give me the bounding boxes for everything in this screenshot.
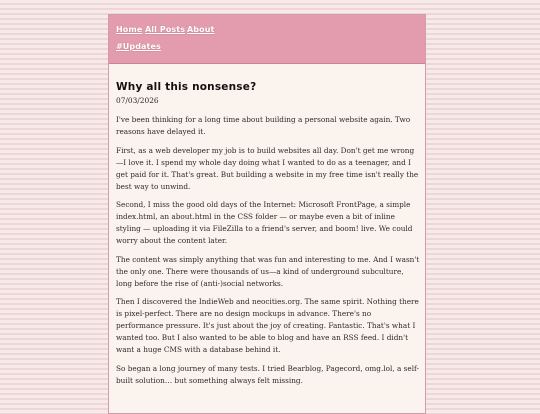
post-paragraph: The content was simply anything that was fun and interesting to me. And I wasn't the only one. There were thousands of us—a kind of underground subculture, long before the rise of (anti-)social networks.: [116, 254, 420, 288]
post-title: Why all this nonsense?: [116, 81, 257, 93]
nav-link-updates[interactable]: #Updates: [116, 42, 161, 51]
nav-link-home[interactable]: Home: [116, 25, 143, 34]
post-paragraph: So began a long journey of many tests. I tried Bearblog, Pagecord, omg.lol, a self-built solution… but something always felt missing.: [116, 363, 419, 385]
post-body: [116, 114, 420, 393]
nav-link-all-posts[interactable]: All Posts: [145, 25, 186, 34]
nav-link-about[interactable]: About: [187, 25, 215, 34]
post-paragraph: I've been thinking for a long time about building a personal website again. Two reasons have delayed it.: [116, 115, 411, 136]
post-paragraph: First, as a web developer my job is to build websites all day. Don't get me wrong—I love it. I spend my whole day doing what I wanted to do as a teenager, and I get paid for it. That's great. But building a website in my free time isn't really the best way to unwind.: [116, 145, 419, 191]
site-nav: [109, 15, 425, 64]
post-paragraph: Second, I miss the good old days of the Internet: Microsoft FrontPage, a simple index.html, an about.html in the CSS folder — or maybe even a bit of inline styling — uploading it via FileZilla to a friend's server, and boom! live. We could worry about the content later.: [116, 200, 413, 245]
page-container: [108, 14, 426, 414]
post-date: 07/03/2026: [116, 96, 159, 105]
post-paragraph: Then I discovered the IndieWeb and neocities.org. The same spirit. Nothing there is pixel-perfect. There are no design mockups in advance. There's no performance pressure. It's just about the joy of creating. Fantastic. That's what I wanted too. But I also wanted to be able to blog and have an RSS feed. I didn't want a huge CMS with a database behind it.: [116, 297, 419, 354]
